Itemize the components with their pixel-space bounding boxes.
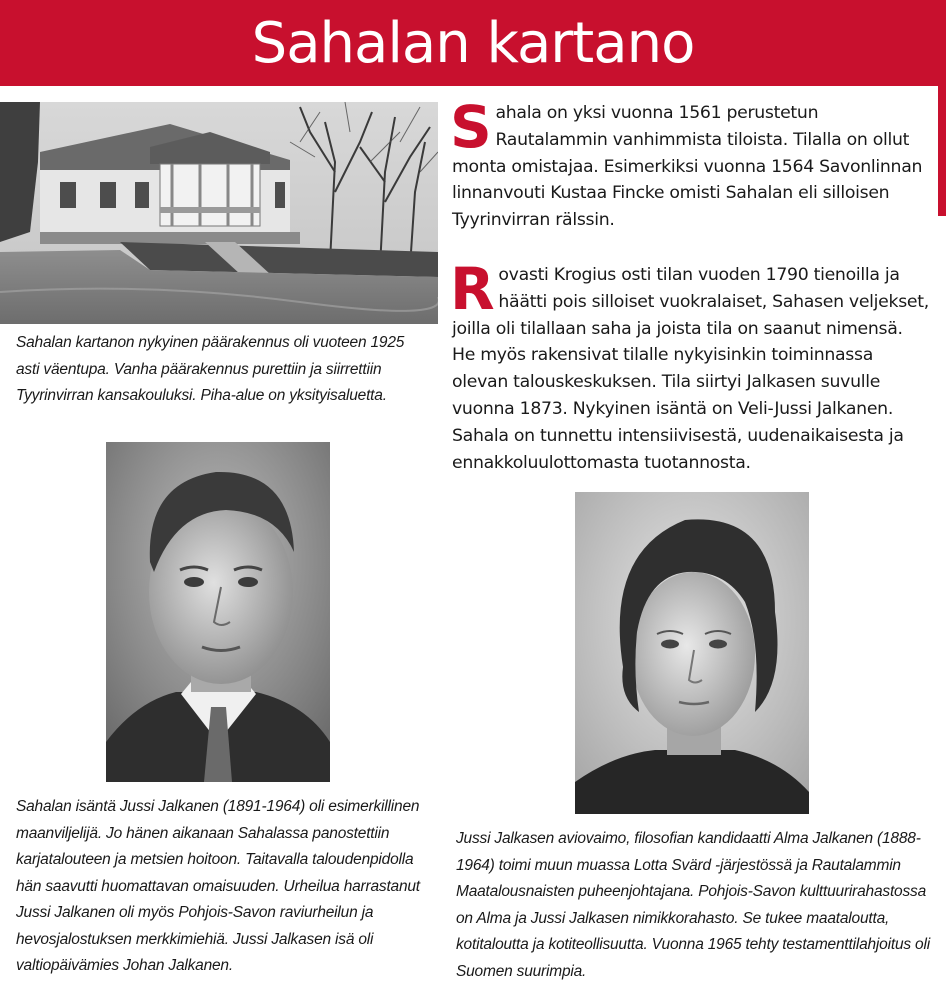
alma-portrait-caption: Jussi Jalkasen aviovaimo, filosofian kandidaatti Alma Jalkanen (1888-1964) toimi muun muassa Lotta Svärd -järjestössä ja Rautalammin Maatalousnaisten puheenjohtajana. Pohjois-Savon kulttuurirahastossa on Alma ja Jussi Jalkasen nimikkorahasto. Se tukee maataloutta, kotitaloutta ja kotiteollisuutta. Vuonna 1965 tehty testamenttilahjoitus oli Suomen suurimpia. bbox=[456, 830, 930, 980]
alma-jalkanen-portrait bbox=[575, 492, 809, 814]
title-banner bbox=[0, 0, 946, 86]
page-title: Sahalan kartano bbox=[251, 11, 695, 76]
jussi-portrait-caption: Sahalan isäntä Jussi Jalkanen (1891-1964) oli esimerkillinen maanviljelijä. Jo hänen aikanaan Sahalassa panostettiin karjatalouteen ja metsien hoitoon. Taitavalla taloudenpidolla hän saavutti huomattavan omaisuuden. Urheilua harrastanut Jussi Jalkanen oli myös Pohjois-Savon raviurheilun ja hevosjalostuksen merkkimiehiä. Jussi Jalkasen isä oli valtiopäivämies Johan Jalkanen. bbox=[16, 798, 420, 974]
paragraph-1-text: ahala on yksi vuonna 1561 perustetun Rautalammin vanhimmista tiloista. Tilalla on ollut monta omistajaa. Esimerkiksi vuonna 1564 Savonlinnan linnanvouti Kustaa Fincke omisti Sahalan eli silloisen Tyyrinvirran rälssin. bbox=[452, 103, 923, 231]
manor-house-photo bbox=[0, 102, 438, 324]
article-paragraph-2 bbox=[450, 255, 930, 476]
paragraph-2-text: ovasti Krogius osti tilan vuoden 1790 tienoilla ja häätti pois silloiset vuokralaiset, Sahasen veljekset, joilla oli tilallaan saha ja joista tila on saanut nimensä. He myös rakensivat tilalle nykyisinkin toiminnassa olevan talouskeskuksen. Tila siirtyi Jalkasen suvulle vuonna 1873. Nykyinen isäntä on Veli-Jussi Jalkanen. Sahala on tunnettu intensiivisestä, uudenaikaisesta ja ennakkoluulottomasta tuotannosta. bbox=[452, 265, 929, 473]
manor-photo-caption: Sahalan kartanon nykyinen päärakennus oli vuoteen 1925 asti väentupa. Vanha päärakennus purettiin ja siirrettiin Tyyrinvirran kansakouluksi. Piha-alue on yksityisaluetta. bbox=[16, 334, 405, 404]
dropcap-r: R bbox=[450, 255, 495, 323]
dropcap-s: S bbox=[450, 93, 492, 161]
article-paragraph-1 bbox=[450, 93, 930, 234]
edge-accent-bar bbox=[938, 86, 946, 216]
jussi-jalkanen-portrait bbox=[106, 442, 330, 782]
